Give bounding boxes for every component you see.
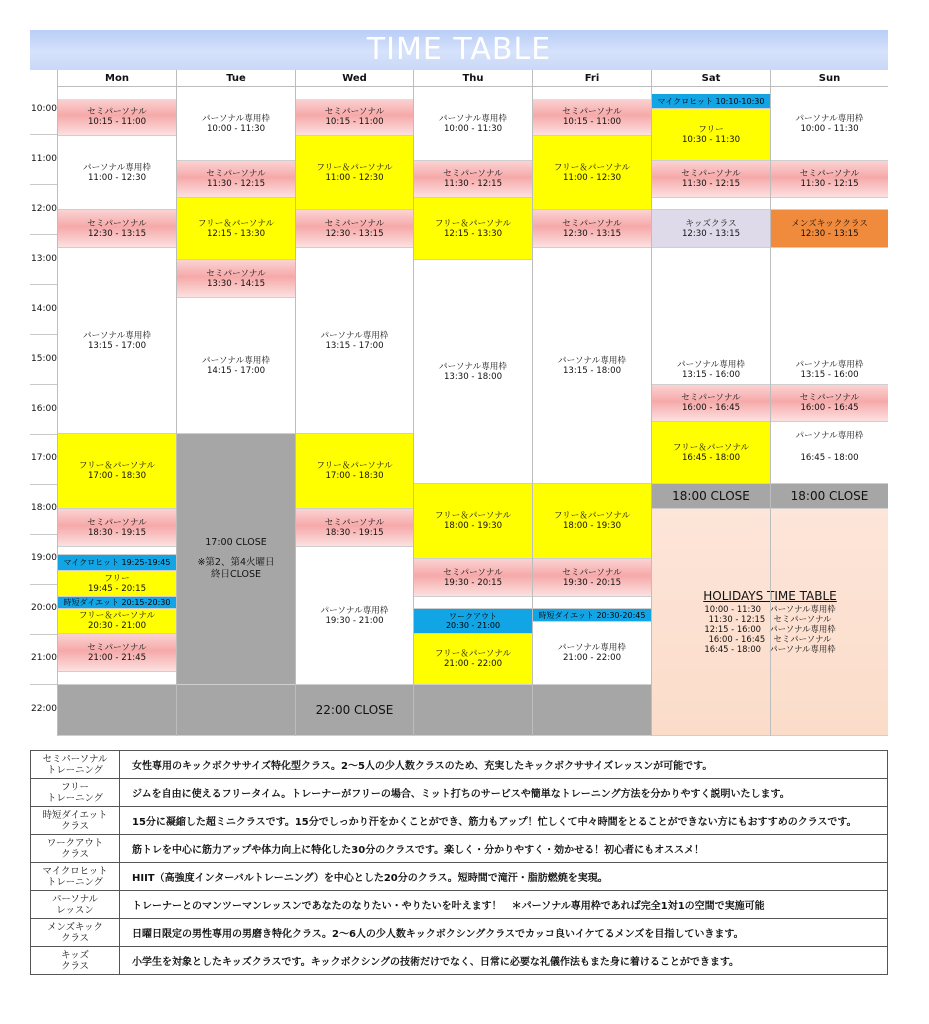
class-block: セミパーソナル 12:30 - 13:15 [295, 210, 413, 248]
class-block: パーソナル専用枠 13:30 - 18:00 [413, 260, 532, 484]
gap [57, 672, 176, 685]
class-block: セミパーソナル 10:15 - 11:00 [295, 99, 413, 136]
hour-label: 21:00 [31, 653, 57, 663]
class-block: ワークアウト 20:30 - 21:00 [413, 609, 532, 634]
legend-row: メンズキック クラス 日曜日限定の男性専用の男磨き特化クラス。2～6人の少人数キックボクシングクラスでカッコ良いイケてるメンズを目指していきます。 [31, 919, 888, 947]
gap [532, 597, 651, 609]
class-block: セミパーソナル 12:30 - 13:15 [532, 210, 651, 248]
hour-label: 15:00 [31, 354, 57, 364]
hour-label: 19:00 [31, 553, 57, 563]
class-block: セミパーソナル 19:30 - 20:15 [413, 559, 532, 597]
tue-close-block: 17:00 CLOSE ※第2、第4火曜日 終日CLOSE [176, 434, 295, 685]
hour-label: 22:00 [31, 704, 57, 714]
class-block: セミパーソナル 16:00 - 16:45 [651, 385, 770, 422]
class-legend-table [30, 750, 888, 975]
class-block: メンズキッククラス 12:30 - 13:15 [770, 210, 888, 248]
class-block: キッズクラス 12:30 - 13:15 [651, 210, 770, 248]
class-block: セミパーソナル 10:15 - 11:00 [57, 99, 176, 136]
legend-row: パーソナル レッスン トレーナーとのマンツーマンレッスンであなたのなりたい・やりたいを叶えます！ ＊パーソナル専用枠であれば完全1対1の空間で実施可能 [31, 891, 888, 919]
class-block: マイクロヒット 10:10-10:30 [651, 94, 770, 109]
class-block: セミパーソナル 10:15 - 11:00 [532, 99, 651, 136]
holidays-title: HOLIDAYS TIME TABLE [703, 588, 837, 603]
class-block: フリー＆パーソナル 16:45 - 18:00 [651, 422, 770, 484]
class-block: フリー＆パーソナル 12:15 - 13:30 [413, 198, 532, 260]
hour-label: 18:00 [31, 503, 57, 513]
class-block: 時短ダイエット 20:30-20:45 [532, 609, 651, 622]
class-block: セミパーソナル 11:30 - 12:15 [651, 161, 770, 198]
class-block: パーソナル専用枠 19:30 - 21:00 [295, 547, 413, 685]
class-block: フリー＆パーソナル 20:30 - 21:00 [57, 609, 176, 634]
hour-label: 12:00 [31, 204, 57, 214]
class-block: パーソナル専用枠 10:00 - 11:30 [176, 87, 295, 161]
close-banner: 18:00 CLOSE [770, 484, 888, 509]
class-block: パーソナル専用枠 13:15 - 18:00 [532, 248, 651, 484]
gap [651, 198, 770, 210]
hour-label: 17:00 [31, 453, 57, 463]
gap [770, 198, 888, 210]
day-header-tue: Tue [176, 70, 295, 87]
class-block: セミパーソナル 12:30 - 13:15 [57, 210, 176, 248]
class-block: 時短ダイエット 20:15-20:30 [57, 597, 176, 609]
class-block: パーソナル専用枠 11:00 - 12:30 [57, 136, 176, 210]
class-block: フリー＆パーソナル 21:00 - 22:00 [413, 634, 532, 685]
legend-row: セミパーソナル トレーニング 女性専用のキックボクササイズ特化型クラス。2～5人の少人数クラスのため、充実したキックボクササイズレッスンが可能です。 [31, 751, 888, 779]
holidays-timetable: HOLIDAYS TIME TABLE 10:00 - 11:30 パーソナル専用枠 11:30 - 12:15 セミパーソナル 12:15 - 16:00 パーソナル専用枠 16:00 - 16:45 セミパーソナル 16:45 - 18:00 パーソナル専用枠 [651, 509, 888, 736]
day-header-wed: Wed [295, 70, 413, 87]
class-block: セミパーソナル 19:30 - 20:15 [532, 559, 651, 597]
class-block: フリー＆パーソナル 12:15 - 13:30 [176, 198, 295, 260]
legend-row: ワークアウト クラス 筋トレを中心に筋力アップや体力向上に特化した30分のクラスです。楽しく・分かりやすく・効かせる！初心者にもオススメ！ [31, 835, 888, 863]
class-block: フリー＆パーソナル 18:00 - 19:30 [413, 484, 532, 559]
timetable [30, 30, 888, 736]
day-header-sun: Sun [770, 70, 888, 87]
legend-row: フリー トレーニング ジムを自由に使えるフリータイム。トレーナーがフリーの場合、ミット打ちのサービスや簡単なトレーニング方法を分かりやすく説明いたします。 [31, 779, 888, 807]
class-block: パーソナル専用枠 14:15 - 17:00 [176, 298, 295, 434]
class-block: セミパーソナル 16:00 - 16:45 [770, 385, 888, 422]
class-block: フリー 10:30 - 11:30 [651, 109, 770, 161]
hour-label: 14:00 [31, 304, 57, 314]
timetable-title: TIME TABLE [30, 30, 888, 70]
day-header-sat: Sat [651, 70, 770, 87]
class-block: パーソナル専用枠 21:00 - 22:00 [532, 622, 651, 685]
close-22-banner: 22:00 CLOSE [57, 685, 651, 736]
class-block: パーソナル専用枠 10:00 - 11:30 [413, 87, 532, 161]
class-block: セミパーソナル 11:30 - 12:15 [176, 161, 295, 198]
close-banner: 18:00 CLOSE [651, 484, 770, 509]
hour-label: 20:00 [31, 603, 57, 613]
class-block: フリー＆パーソナル 18:00 - 19:30 [532, 484, 651, 559]
class-block: フリー＆パーソナル 17:00 - 18:30 [295, 434, 413, 509]
hour-label: 16:00 [31, 404, 57, 414]
gap [413, 597, 532, 609]
class-block: マイクロヒット 19:25-19:45 [57, 555, 176, 571]
class-block: パーソナル専用枠 13:15 - 17:00 [295, 248, 413, 434]
class-block: フリー＆パーソナル 11:00 - 12:30 [295, 136, 413, 210]
hour-label: 10:00 [31, 104, 57, 114]
class-block: フリー 19:45 - 20:15 [57, 571, 176, 597]
hour-label: 11:00 [31, 154, 57, 164]
class-block: パーソナル専用枠 16:45 - 18:00 [770, 422, 888, 484]
class-block: パーソナル専用枠 13:15 - 16:00 [651, 248, 770, 385]
class-block: セミパーソナル 11:30 - 12:15 [770, 161, 888, 198]
class-block: セミパーソナル 13:30 - 14:15 [176, 260, 295, 298]
class-block: セミパーソナル 21:00 - 21:45 [57, 634, 176, 672]
legend-row: 時短ダイエット クラス 15分に凝縮した超ミニクラスです。15分でしっかり汗をかくことができ、筋力もアップ！忙しくて中々時間をとることができない方にもおすすめのクラスです。 [31, 807, 888, 835]
class-block: セミパーソナル 18:30 - 19:15 [57, 509, 176, 547]
class-block: パーソナル専用枠 10:00 - 11:30 [770, 87, 888, 161]
class-block: セミパーソナル 18:30 - 19:15 [295, 509, 413, 547]
day-header-thu: Thu [413, 70, 532, 87]
legend-row: マイクロヒット トレーニング HIIT（高強度インターバルトレーニング）を中心とした20分のクラス。短時間で滝汗・脂肪燃焼を実現。 [31, 863, 888, 891]
class-block: パーソナル専用枠 13:15 - 17:00 [57, 248, 176, 434]
class-block: セミパーソナル 11:30 - 12:15 [413, 161, 532, 198]
hour-label: 13:00 [31, 254, 57, 264]
gap [57, 547, 176, 555]
class-block: パーソナル専用枠 13:15 - 16:00 [770, 248, 888, 385]
legend-row: キッズ クラス 小学生を対象としたキッズクラスです。キックボクシングの技術だけでなく、日常に必要な礼儀作法もまた身に着けることができます。 [31, 947, 888, 975]
class-block: フリー＆パーソナル 17:00 - 18:30 [57, 434, 176, 509]
class-block: フリー＆パーソナル 11:00 - 12:30 [532, 136, 651, 210]
day-header-fri: Fri [532, 70, 651, 87]
day-header-mon: Mon [57, 70, 176, 87]
